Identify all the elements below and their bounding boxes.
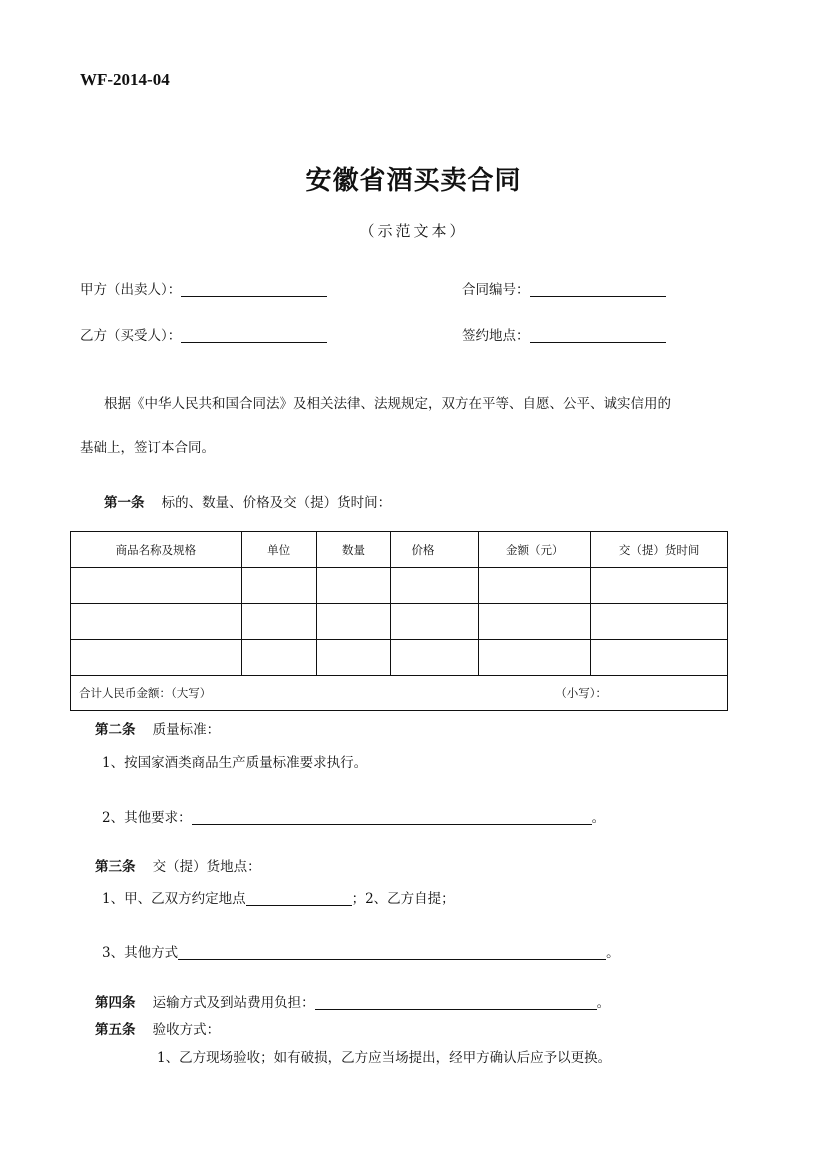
table-cell[interactable] xyxy=(316,568,391,604)
article-1-number: 第一条 xyxy=(104,495,145,511)
table-row xyxy=(71,568,728,604)
article-3-item-1-label: 1、甲、乙双方约定地点 xyxy=(102,891,246,907)
total-cell[interactable] xyxy=(71,676,728,711)
article-2-heading xyxy=(95,718,220,738)
table-header-cell: 单位 xyxy=(241,532,316,568)
article-2-text: 质量标准： xyxy=(152,722,221,738)
transport-cost-input[interactable] xyxy=(315,995,597,1010)
table-cell[interactable] xyxy=(241,604,316,640)
table-cell[interactable] xyxy=(391,604,479,640)
table-header-cell: 商品名称及规格 xyxy=(71,532,242,568)
table-cell[interactable] xyxy=(591,604,728,640)
article-4-text: 运输方式及到站费用负担： xyxy=(152,995,315,1011)
article-3-item-3 xyxy=(102,941,620,961)
table-cell[interactable] xyxy=(71,604,242,640)
table-cell[interactable] xyxy=(391,640,479,676)
article-3-item-3-label: 3、其他方式 xyxy=(102,945,179,961)
page-subtitle: （示范文本） xyxy=(359,222,468,240)
article-1-text: 标的、数量、价格及交（提）货时间： xyxy=(161,495,392,511)
article-2-item-2-label: 2、其他要求： xyxy=(102,810,192,826)
intro-line-1: 根据《中华人民共和国合同法》及相关法律、法规规定，双方在平等、自愿、公平、诚实信用的 xyxy=(104,396,671,412)
party-b-label: 乙方（买受人）： xyxy=(80,328,182,344)
article-3-item-1 xyxy=(102,887,455,907)
article-4-number: 第四条 xyxy=(95,995,136,1011)
table-cell[interactable] xyxy=(71,568,242,604)
article-3-item-1-rest: ；2、乙方自提； xyxy=(351,891,455,907)
article-2-item-1: 1、按国家酒类商品生产质量标准要求执行。 xyxy=(102,755,368,771)
party-a-field xyxy=(80,278,327,298)
table-cell[interactable] xyxy=(479,568,591,604)
sign-place-label: 签约地点： xyxy=(462,328,530,344)
page-title: 安徽省酒买卖合同 xyxy=(305,166,522,196)
contract-no-label: 合同编号： xyxy=(462,282,530,298)
table-header-cell: 数量 xyxy=(316,532,391,568)
agreed-place-input[interactable] xyxy=(246,891,352,906)
table-cell[interactable] xyxy=(71,640,242,676)
table-cell[interactable] xyxy=(391,568,479,604)
sign-place-field xyxy=(462,324,666,344)
table-header-row xyxy=(71,532,728,568)
table-cell[interactable] xyxy=(241,568,316,604)
goods-table xyxy=(70,531,728,711)
other-method-input[interactable] xyxy=(178,945,606,960)
contract-no-field xyxy=(462,278,666,298)
table-cell[interactable] xyxy=(591,568,728,604)
article-1-heading xyxy=(104,491,391,511)
table-cell[interactable] xyxy=(241,640,316,676)
party-a-label: 甲方（出卖人）： xyxy=(80,282,182,298)
party-a-input[interactable] xyxy=(181,282,327,297)
article-3-item-3-end: 。 xyxy=(606,945,620,961)
article-5-heading xyxy=(95,1018,220,1038)
other-requirements-input[interactable] xyxy=(192,810,592,825)
table-total-row xyxy=(71,676,728,711)
party-b-field xyxy=(80,324,327,344)
article-5-item-1: 1、乙方现场验收；如有破损，乙方应当场提出，经甲方确认后应予以更换。 xyxy=(157,1050,612,1066)
article-4-heading xyxy=(95,991,610,1011)
total-small-label: （小写）： xyxy=(555,686,607,700)
table-header-cell: 金额（元） xyxy=(479,532,591,568)
table-cell[interactable] xyxy=(479,604,591,640)
table-row xyxy=(71,604,728,640)
article-3-number: 第三条 xyxy=(95,859,136,875)
party-b-input[interactable] xyxy=(181,328,327,343)
contract-no-input[interactable] xyxy=(530,282,666,297)
article-5-number: 第五条 xyxy=(95,1022,136,1038)
intro-line-2: 基础上，签订本合同。 xyxy=(80,440,215,456)
table-cell[interactable] xyxy=(316,604,391,640)
article-5-text: 验收方式： xyxy=(152,1022,221,1038)
article-2-number: 第二条 xyxy=(95,722,136,738)
sign-place-input[interactable] xyxy=(530,328,666,343)
article-2-item-2-end: 。 xyxy=(591,810,606,826)
table-cell[interactable] xyxy=(479,640,591,676)
document-code: WF-2014-04 xyxy=(80,70,170,89)
article-3-heading xyxy=(95,855,261,875)
article-2-item-2 xyxy=(102,806,605,826)
table-cell[interactable] xyxy=(316,640,391,676)
table-header-cell: 交（提）货时间 xyxy=(591,532,728,568)
table-row xyxy=(71,640,728,676)
article-3-text: 交（提）货地点： xyxy=(152,859,261,875)
table-cell[interactable] xyxy=(591,640,728,676)
table-header-cell: 价格 xyxy=(391,532,479,568)
article-4-end: 。 xyxy=(596,995,611,1011)
total-label: 合计人民币金额：（大写） xyxy=(79,686,212,700)
